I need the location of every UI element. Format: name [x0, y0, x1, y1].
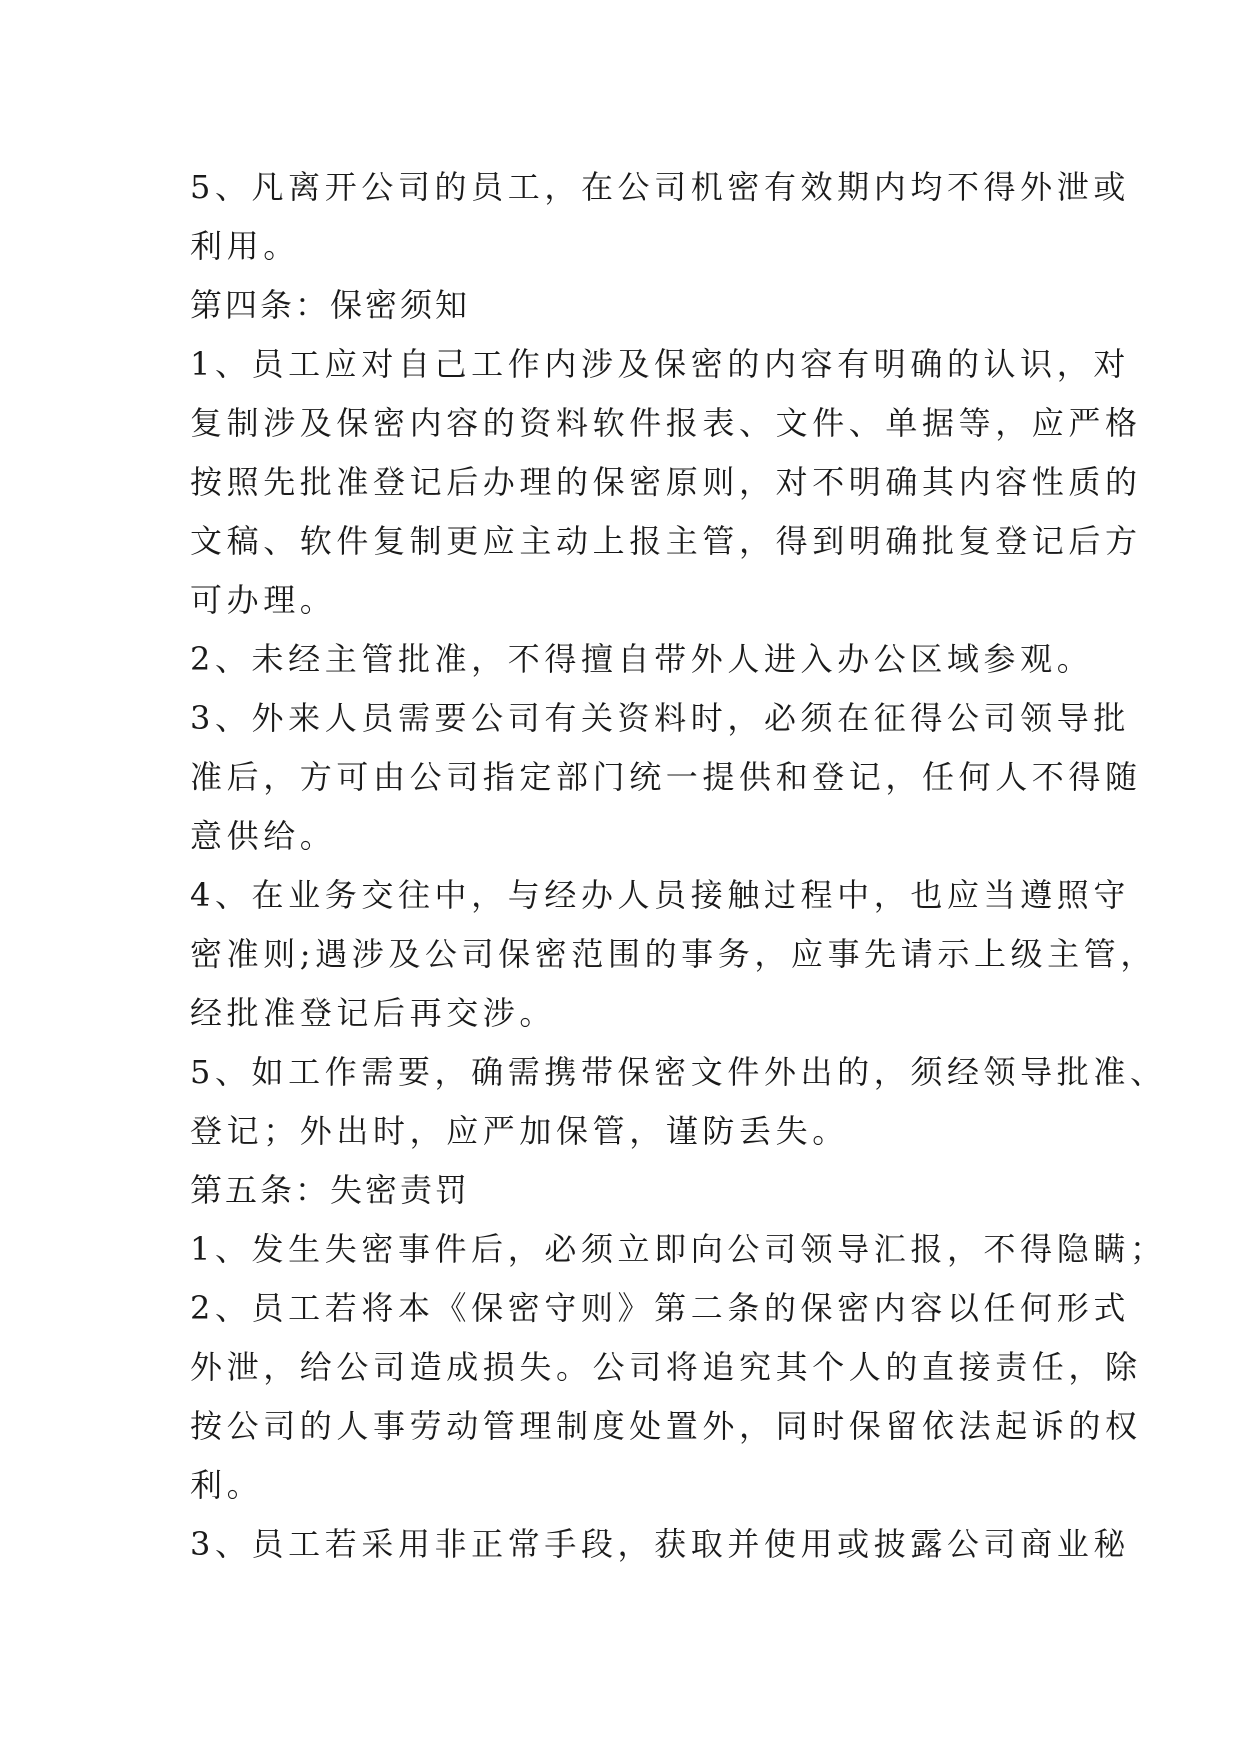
text-line: 2、员工若将本《保密守则》第二条的保密内容以任何形式 — [190, 1289, 1130, 1327]
text-line: 可办理。 — [190, 581, 337, 619]
text-line: 利用。 — [190, 227, 300, 265]
text-line: 5、如工作需要，确需携带保密文件外出的，须经领导批准、 — [190, 1053, 1167, 1091]
text-line: 按照先批准登记后办理的保密原则，对不明确其内容性质的 — [190, 463, 1142, 501]
text-line: 4、在业务交往中，与经办人员接触过程中，也应当遵照守 — [190, 876, 1130, 914]
text-line: 外泄，给公司造成损失。公司将追究其个人的直接责任，除 — [190, 1348, 1142, 1386]
text-line: 1、发生失密事件后，必须立即向公司领导汇报，不得隐瞒； — [190, 1230, 1167, 1268]
text-line: 1、员工应对自己工作内涉及保密的内容有明确的认识，对 — [190, 345, 1130, 383]
section-heading: 第五条：失密责罚 — [190, 1171, 471, 1209]
text-line: 登记；外出时，应严加保管，谨防丢失。 — [190, 1112, 849, 1150]
text-line: 2、未经主管批准，不得擅自带外人进入办公区域参观。 — [190, 640, 1094, 678]
text-line: 意供给。 — [190, 817, 337, 855]
text-line: 密准则;遇涉及公司保密范围的事务，应事先请示上级主管， — [190, 935, 1157, 973]
text-line: 3、员工若采用非正常手段，获取并使用或披露公司商业秘 — [190, 1525, 1130, 1563]
text-line: 文稿、软件复制更应主动上报主管，得到明确批复登记后方 — [190, 522, 1142, 560]
document-body — [190, 158, 1167, 1574]
text-line: 按公司的人事劳动管理制度处置外，同时保留依法起诉的权 — [190, 1407, 1142, 1445]
text-line: 3、外来人员需要公司有关资料时，必须在征得公司领导批 — [190, 699, 1130, 737]
text-line: 5、凡离开公司的员工，在公司机密有效期内均不得外泄或 — [190, 168, 1130, 206]
text-line: 准后，方可由公司指定部门统一提供和登记，任何人不得随 — [190, 758, 1142, 796]
text-line: 经批准登记后再交涉。 — [190, 994, 557, 1032]
text-line: 利。 — [190, 1466, 264, 1504]
text-line: 复制涉及保密内容的资料软件报表、文件、单据等，应严格 — [190, 404, 1142, 442]
section-heading: 第四条：保密须知 — [190, 286, 471, 324]
